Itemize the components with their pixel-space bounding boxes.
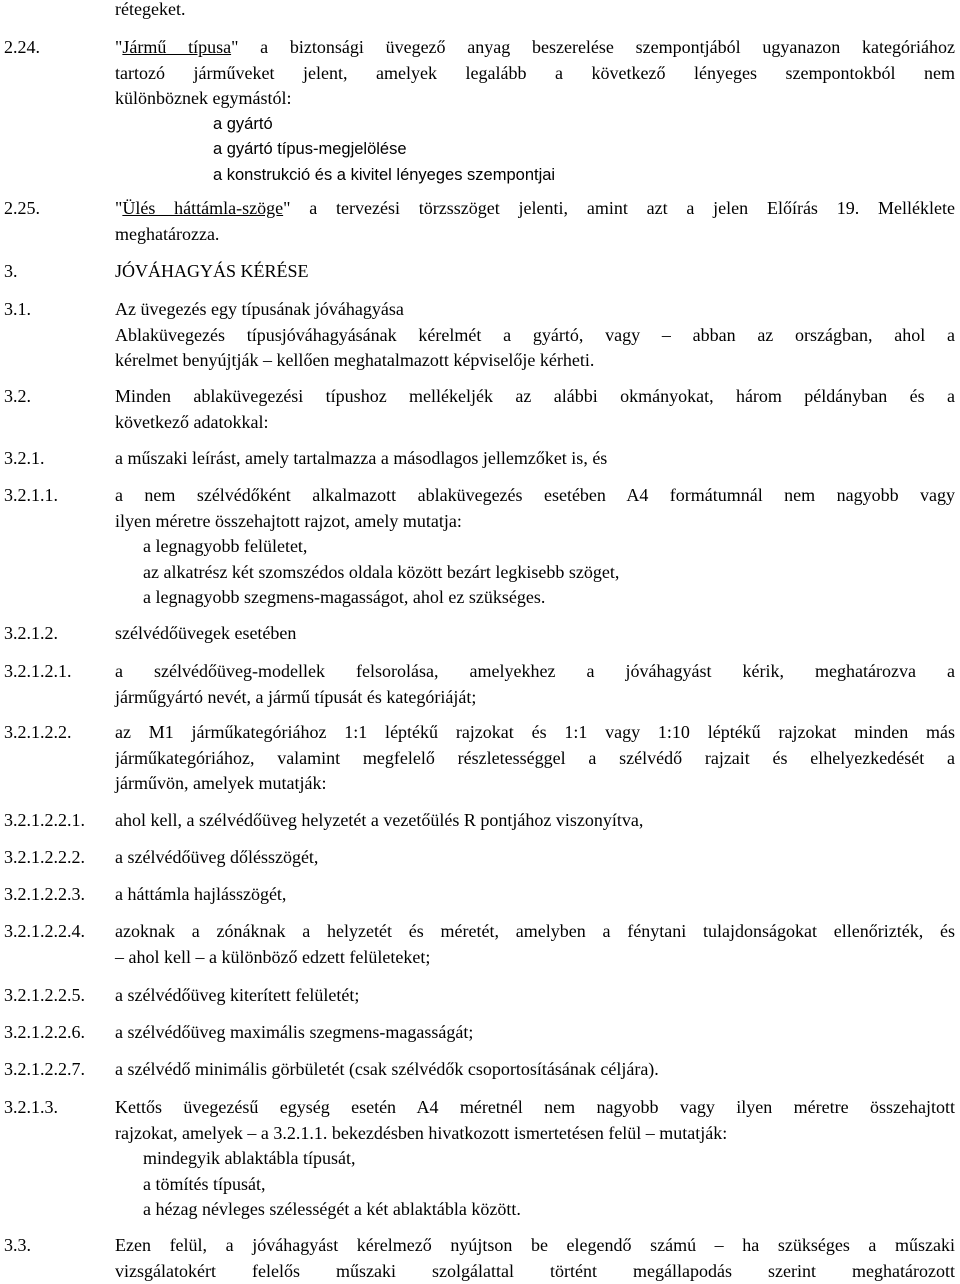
section-number: 3.2.1.2.2.2. — [4, 847, 85, 867]
definition-line-3: különböznek egymástól: — [115, 88, 292, 108]
section-number: 3.2.1.2.2.6. — [4, 1022, 85, 1042]
fragment-text: rétegeket. — [115, 0, 186, 19]
section-number: 3.1. — [4, 299, 31, 319]
paragraph-line: a szélvédőüveg-modellek felsorolása, amelyekhez a jóváhagyást kérik, meghatározva a — [115, 661, 955, 681]
section-number: 3.2.1.1. — [4, 485, 58, 505]
section-number: 3.2.1.2.2.7. — [4, 1059, 85, 1079]
paragraph-line: Minden ablaküvegezési típushoz mellékeljék az alábbi okmányokat, három példányban és a — [115, 386, 955, 406]
list-item: a tömítés típusát, — [143, 1173, 266, 1194]
section-number: 3.2.1.3. — [4, 1097, 58, 1117]
section-number: 3.2.1.2.2.3. — [4, 884, 85, 904]
paragraph-line: járműgyártó nevét, a jármű típusát és kategóriáját; — [115, 686, 477, 707]
list-item: a konstrukció és a kivitel lényeges szempontjai — [213, 165, 556, 184]
paragraph-line: azoknak a zónáknak a helyzetét és méretét, amelyben a fénytani tulajdonságokat ellenőrizték, és — [115, 921, 955, 941]
section-number: 3.2.1.2.2.5. — [4, 985, 85, 1005]
paragraph-line: a nem szélvédőként alkalmazott ablaküvegezés esetében A4 formátumnál nem nagyobb vagy — [115, 485, 955, 505]
defined-term: Ülés háttámla-szöge — [122, 198, 284, 218]
list-item: a legnagyobb szegmens-magasságot, ahol ez szükséges. — [143, 587, 546, 607]
section-number: 3.2.1.2. — [4, 623, 58, 643]
section-number: 3. — [4, 261, 18, 281]
section-number: 2.25. — [4, 198, 40, 218]
paragraph-line: a szélvédőüveg kiterített felületét; — [115, 985, 360, 1005]
paragraph-line: – ahol kell – a különböző edzett felületeket; — [115, 946, 431, 967]
defined-term: Jármű típusa — [122, 37, 232, 57]
paragraph-line: járműkategóriához, valamint megfelelő részletességgel a szélvédő rajzait és elhelyezkedését a — [115, 747, 955, 768]
paragraph-line: a szélvédőüveg dőlésszögét, — [115, 847, 319, 867]
paragraph-line: az M1 járműkategóriához 1:1 léptékű rajzokat és 1:1 vagy 1:10 léptékű rajzokat minden más — [115, 722, 955, 742]
quote-open: " — [115, 37, 123, 57]
list-item: a gyártó — [213, 114, 273, 133]
paragraph-line: Ablaküvegezés típusjóváhagyásának kérelmét a gyártó, vagy – abban az országban, ahol a — [115, 324, 955, 345]
section-title: Az üvegezés egy típusának jóváhagyása — [115, 299, 404, 319]
definition-line-1: " a tervezési törzsszöget jelenti, amint azt a jelen Előírás 19. Melléklete — [283, 198, 955, 218]
paragraph-line: a szélvédőüveg maximális szegmens-magasságát; — [115, 1022, 474, 1042]
paragraph-line: járművön, amelyek mutatják: — [115, 773, 327, 793]
paragraph-line: szélvédőüvegek esetében — [115, 623, 297, 643]
paragraph-line: Ezen felül, a jóváhagyást kérelmező nyújtson be elegendő számú – ha szükséges a műszaki — [115, 1235, 955, 1255]
section-number: 3.2.1. — [4, 448, 45, 468]
section-number: 3.2.1.2.2.4. — [4, 921, 85, 941]
paragraph-line: következő adatokkal: — [115, 411, 269, 432]
list-item: mindegyik ablaktábla típusát, — [143, 1148, 356, 1168]
paragraph-line: Kettős üvegezésű egység esetén A4 méretnél nem nagyobb vagy ilyen méretre összehajtott — [115, 1097, 955, 1117]
paragraph-line: rajzokat, amelyek – a 3.2.1.1. bekezdésben hivatkozott ismertetésen felül – mutatják: — [115, 1122, 728, 1143]
definition-line-1: " a biztonsági üvegező anyag beszerelése szempontjából ugyanazon kategóriához — [231, 37, 955, 57]
definition-line-2: tartozó járműveket jelent, amelyek legalább a következő lényeges szempontokból nem — [115, 62, 955, 83]
paragraph-line: a háttámla hajlásszögét, — [115, 884, 287, 904]
list-item: az alkatrész két szomszédos oldala között bezárt legkisebb szöget, — [143, 561, 620, 582]
list-item: a legnagyobb felületet, — [143, 536, 308, 556]
section-number: 3.2.1.2.1. — [4, 661, 72, 681]
paragraph-line: a szélvédő minimális görbületét (csak szélvédők csoportosításának céljára). — [115, 1059, 659, 1079]
section-number: 3.2.1.2.2. — [4, 722, 72, 742]
paragraph-line: ilyen méretre összehajtott rajzot, amely mutatja: — [115, 510, 462, 531]
definition-line-2: meghatározza. — [115, 223, 220, 244]
section-number: 3.3. — [4, 1235, 31, 1255]
paragraph-line: vizsgálatokért felelős műszaki szolgálattal történt megállapodás szerint meghatározott — [115, 1260, 955, 1281]
quote-open: " — [115, 198, 123, 218]
section-number: 2.24. — [4, 37, 40, 57]
section-heading: JÓVÁHAGYÁS KÉRÉSE — [115, 261, 309, 281]
list-item: a gyártó típus-megjelölése — [213, 140, 407, 158]
paragraph-line: ahol kell, a szélvédőüveg helyzetét a vezetőülés R pontjához viszonyítva, — [115, 810, 644, 830]
paragraph-line: kérelmet benyújtják – kellően meghatalmazott képviselője kérheti. — [115, 350, 595, 370]
list-item: a hézag névleges szélességét a két ablaktábla között. — [143, 1199, 521, 1219]
paragraph-line: a műszaki leírást, amely tartalmazza a másodlagos jellemzőket is, és — [115, 448, 608, 468]
section-number: 3.2.1.2.2.1. — [4, 810, 85, 830]
section-number: 3.2. — [4, 386, 31, 406]
